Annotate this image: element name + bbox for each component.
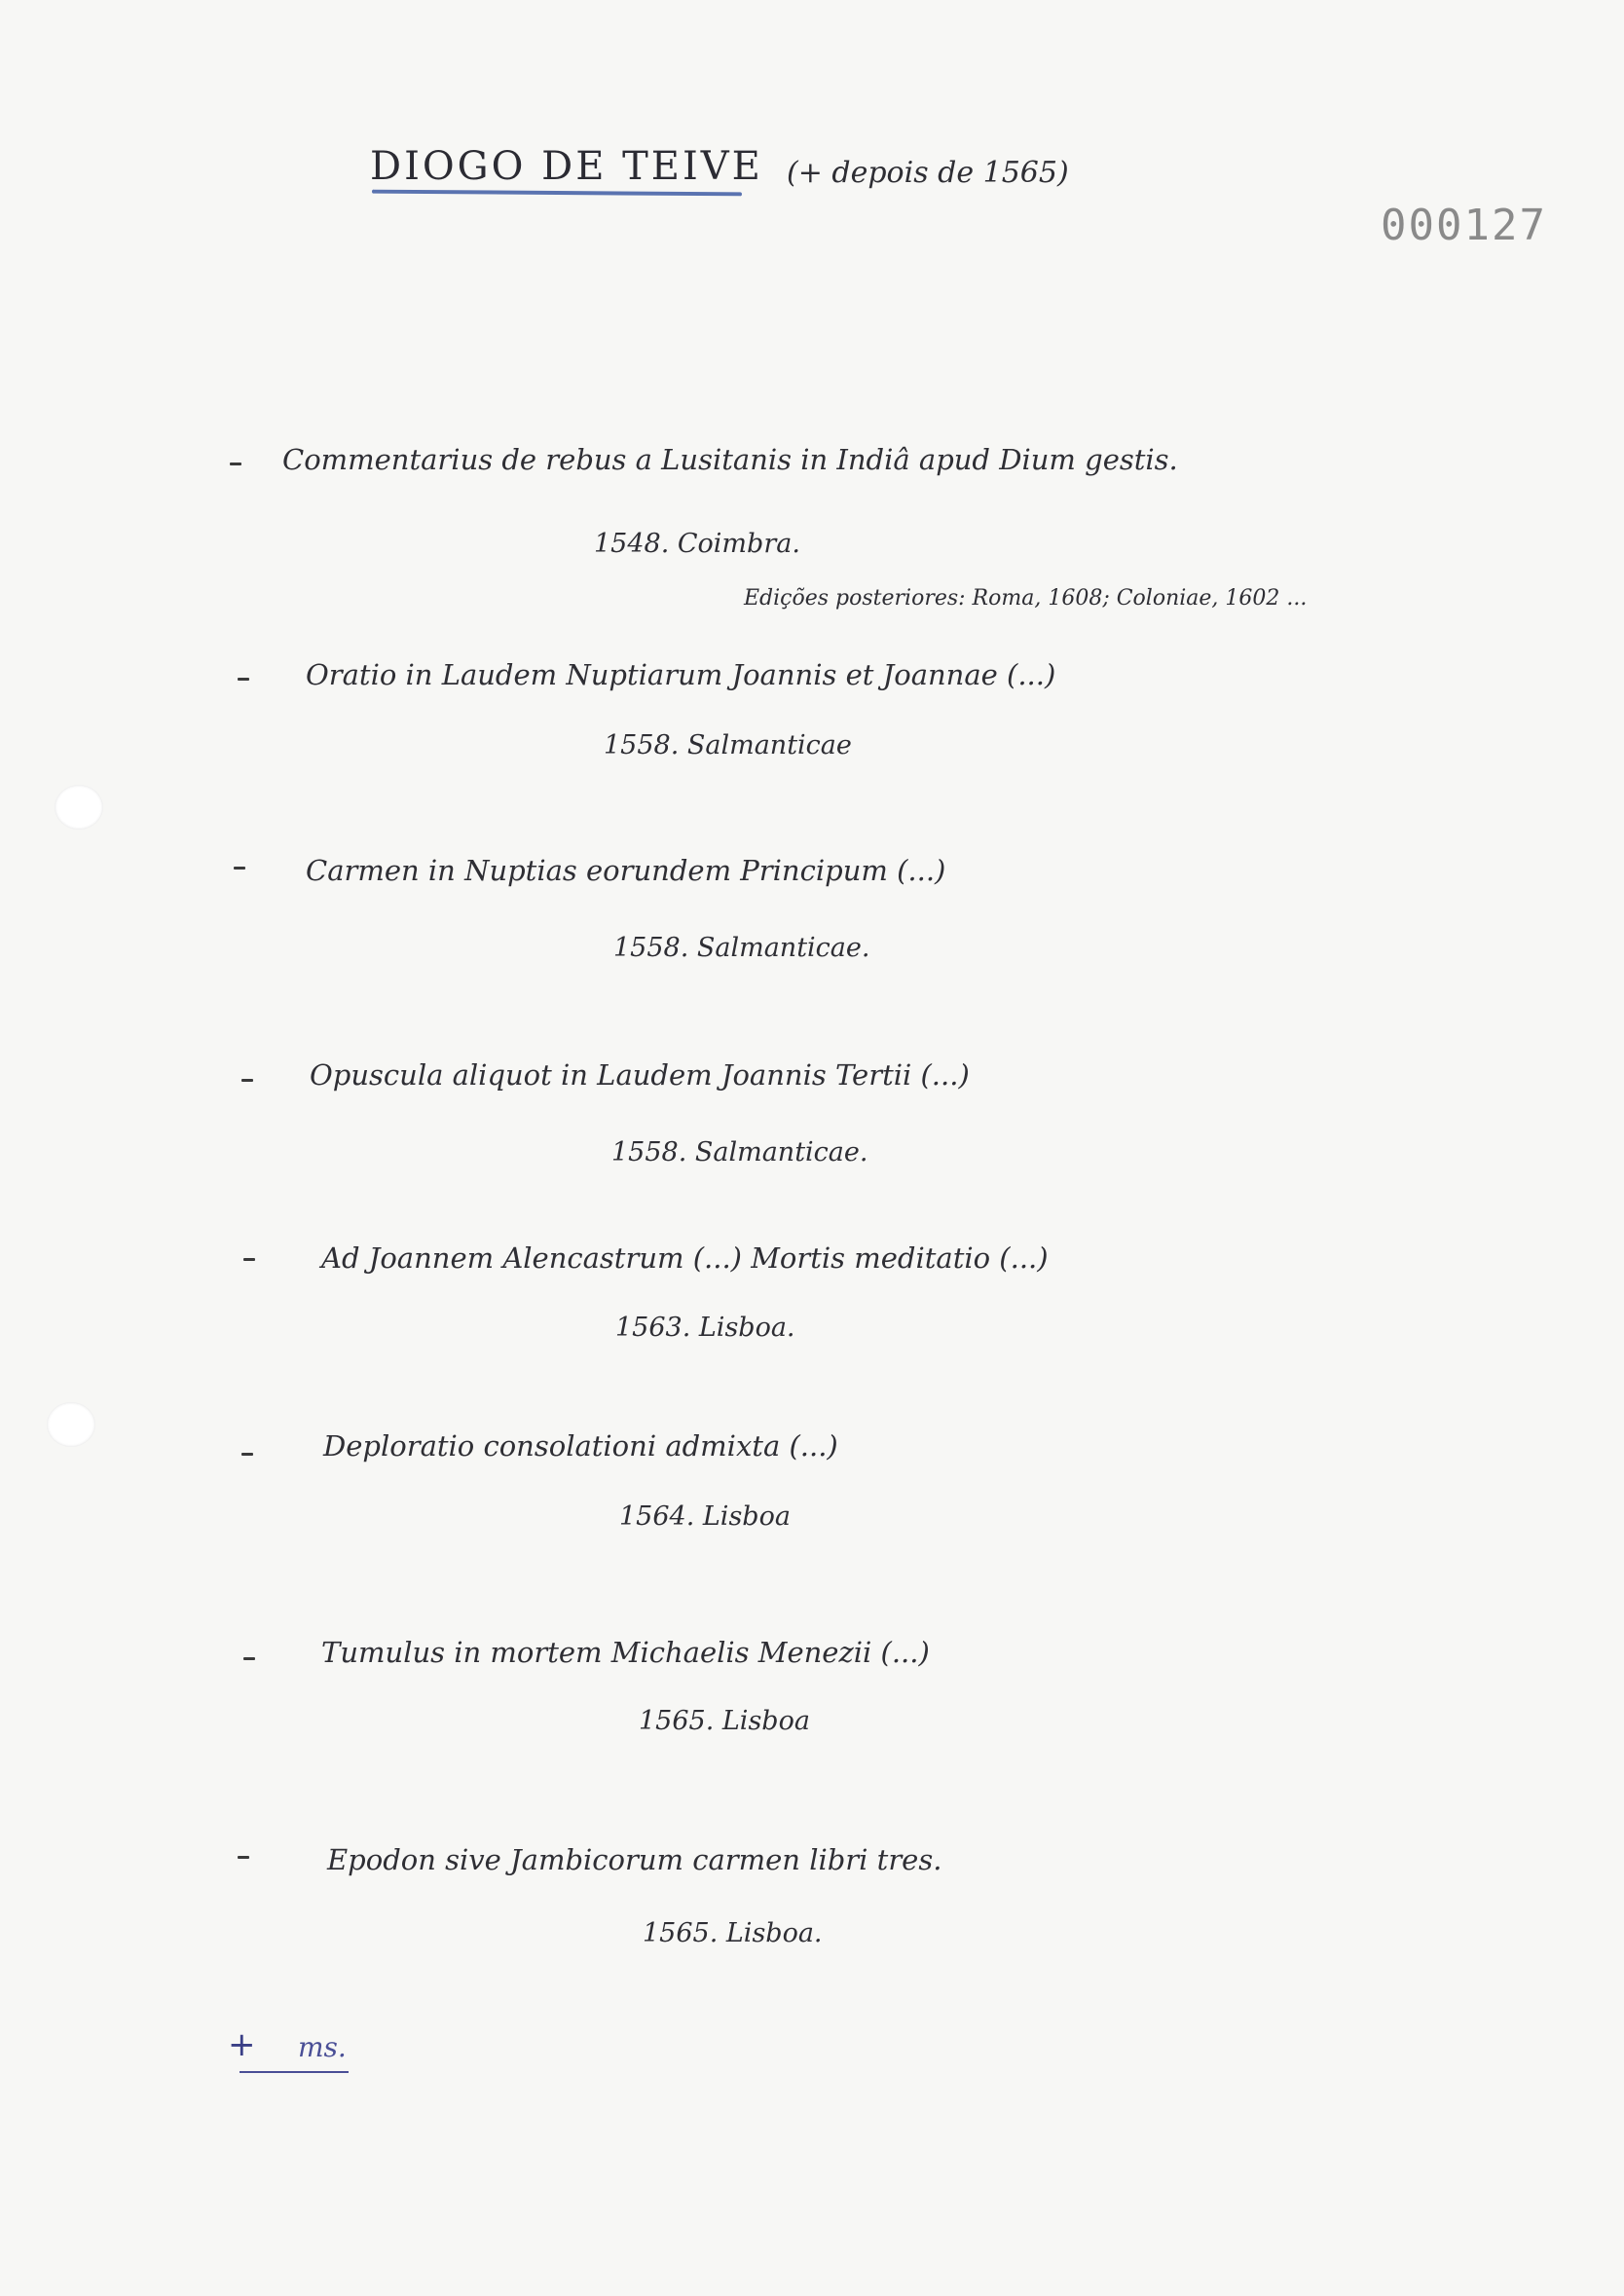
stamp-number: 000127 [1381,201,1547,250]
entry-bullet [234,867,245,870]
entry-publication: 1558. Salmanticae. [613,933,870,963]
document-subtitle: (+ depois de 1565) [787,156,1069,190]
entry-publication: 1558. Salmanticae [604,730,852,760]
entry-title: Carmen in Nuptias eorundem Principum (...) [306,854,946,887]
footer-underline [240,2071,349,2073]
entry-publication: 1563. Lisboa. [615,1313,795,1343]
entry-title: Tumulus in mortem Michaelis Menezii (...) [321,1636,930,1669]
entry-bullet [238,678,249,681]
entry-bullet [230,463,241,465]
entry-publication: 1565. Lisboa. [643,1918,823,1948]
entry-bullet [241,1079,253,1082]
entry-title: Oratio in Laudem Nuptiarum Joannis et Joannae (...) [306,658,1056,691]
entry-publication: 1564. Lisboa [619,1501,791,1532]
entry-bullet [238,1856,249,1859]
entry-publication: 1548. Coimbra. [594,529,800,559]
document-title: DIOGO DE TEIVE [370,144,763,189]
entry-title: Ad Joannem Alencastrum (...) Mortis meditatio (...) [321,1241,1049,1275]
title-underline [372,190,742,197]
punch-hole-bottom [47,1402,95,1447]
entry-title: Epodon sive Jambicorum carmen libri tres. [327,1843,942,1876]
entry-title: Commentarius de rebus a Lusitanis in Indiâ apud Dium gestis. [282,443,1178,476]
footer-plus-mark: + [228,2025,256,2064]
entry-title: Deploratio consolationi admixta (...) [323,1429,838,1463]
entry-bullet [243,1657,255,1660]
entry-publication: 1558. Salmanticae. [611,1137,868,1167]
punch-hole-top [55,785,103,830]
entry-note: Edições posteriores: Roma, 1608; Coloniae, 1602 ... [744,586,1308,611]
footer-ms-note: ms. [298,2031,347,2063]
entry-title: Opuscula aliquot in Laudem Joannis Tertii (...) [310,1058,970,1092]
entry-publication: 1565. Lisboa [639,1706,810,1736]
entry-bullet [243,1258,255,1261]
entry-bullet [241,1453,253,1456]
